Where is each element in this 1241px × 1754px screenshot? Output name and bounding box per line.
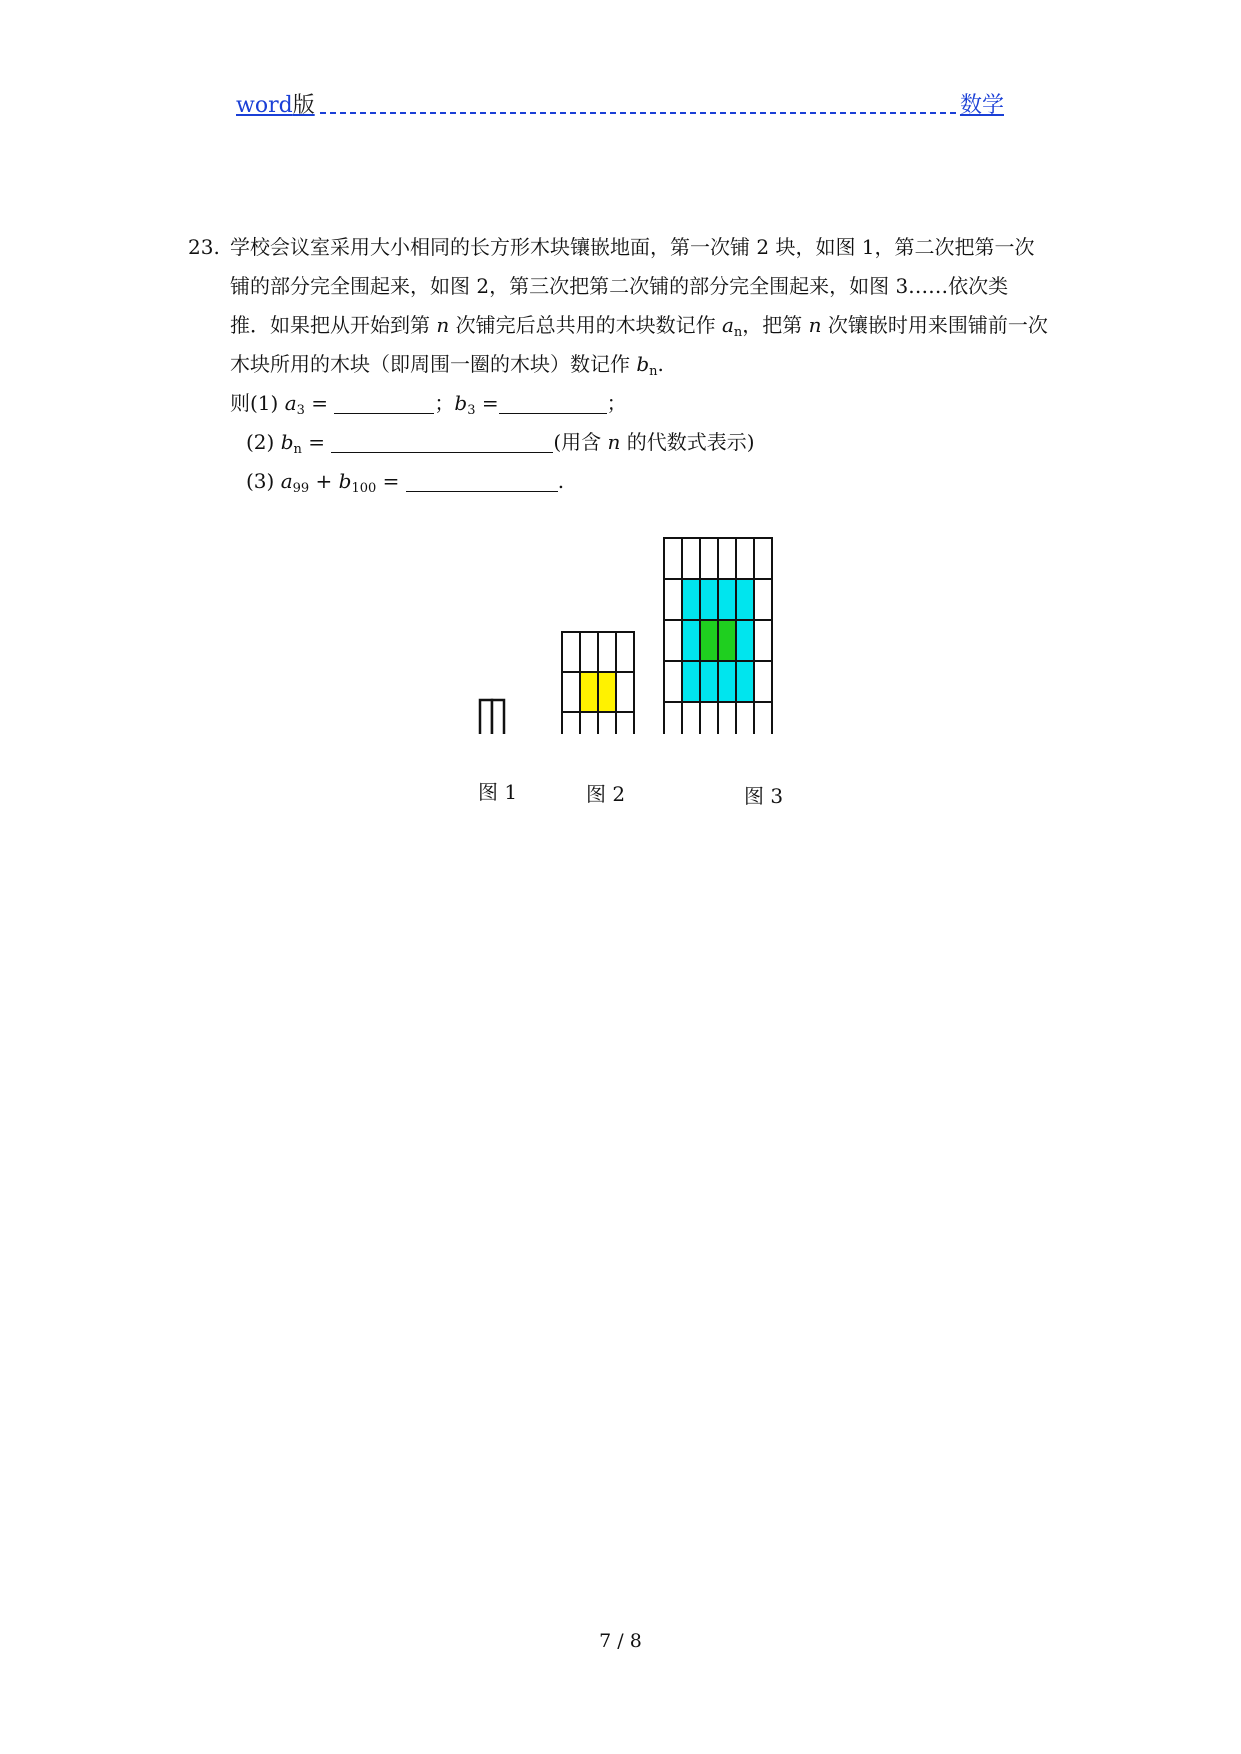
- tile: [664, 538, 682, 579]
- tile: [616, 712, 634, 734]
- part-2-prefix: (2): [246, 430, 275, 454]
- tile: [616, 632, 634, 672]
- question-line-2: 铺的部分完全围起来，如图 2，第三次把第二次铺的部分完全围起来，如图 3……依次类: [230, 274, 1009, 298]
- text-segment: 次铺完后总共用的木块数记作: [455, 313, 716, 337]
- header-right-label[interactable]: 数学: [959, 93, 1004, 118]
- tile: [700, 538, 718, 579]
- tile: [682, 538, 700, 579]
- var-n: n: [808, 313, 822, 337]
- tile: [598, 712, 616, 734]
- subscript: 3: [296, 403, 305, 418]
- tile: [736, 702, 754, 734]
- figure-3-caption: 图 3: [744, 784, 784, 808]
- part-1-prefix: 则(1): [230, 391, 279, 415]
- tile: [700, 579, 718, 620]
- text-segment: 推．如果把从开始到第: [230, 313, 430, 337]
- tile: [682, 579, 700, 620]
- var-n: n: [607, 430, 621, 454]
- question-number: 23.: [188, 235, 220, 259]
- subscript: n: [293, 442, 302, 457]
- subscript: n: [733, 325, 743, 340]
- var-a: a: [284, 391, 297, 415]
- tile: [480, 700, 492, 734]
- tile: [580, 632, 598, 672]
- var-a: a: [280, 469, 293, 493]
- var-b: b: [636, 352, 650, 376]
- answer-blank-a3[interactable]: [334, 391, 434, 414]
- separator: ；: [606, 391, 627, 415]
- figure-2-tiles: [562, 632, 634, 734]
- header-left-label[interactable]: [236, 88, 315, 119]
- equals-sign: =: [481, 391, 499, 415]
- separator: ；: [434, 391, 455, 415]
- subscript: 99: [292, 481, 310, 496]
- tile: [718, 661, 736, 702]
- tile: [682, 620, 700, 661]
- tile: [598, 672, 616, 712]
- plus-sign: +: [315, 469, 333, 493]
- tile: [580, 672, 598, 712]
- part-3-prefix: (3): [246, 469, 275, 493]
- subscript: 3: [467, 403, 476, 418]
- page-number: 7 / 8: [599, 1630, 642, 1652]
- page-header: [236, 88, 1004, 118]
- tile: [736, 579, 754, 620]
- tile: [754, 538, 772, 579]
- text-segment: 木块所用的木块（即周围一圈的木块）数记作: [230, 352, 630, 376]
- tile: [718, 702, 736, 734]
- tile: [718, 538, 736, 579]
- subscript: n: [649, 364, 658, 379]
- tile: [664, 661, 682, 702]
- period: .: [557, 469, 565, 493]
- figure-1-caption: 图 1: [478, 780, 518, 804]
- tile: [492, 700, 504, 734]
- equals-sign: =: [308, 430, 326, 454]
- equals-sign: =: [382, 469, 400, 493]
- text-segment: .: [657, 352, 664, 376]
- var-n: n: [436, 313, 450, 337]
- answer-blank-b3[interactable]: [499, 391, 607, 414]
- tile: [718, 620, 736, 661]
- tile: [736, 620, 754, 661]
- var-b: b: [280, 430, 294, 454]
- hint-text: 的代数式表示): [626, 430, 755, 454]
- header-divider: [320, 112, 956, 114]
- tiling-diagram: [470, 534, 850, 734]
- tile: [664, 702, 682, 734]
- tile: [736, 538, 754, 579]
- figure-1-tiles: [480, 700, 504, 734]
- tile: [682, 661, 700, 702]
- figure-3-tiles: [664, 538, 772, 734]
- tile: [754, 661, 772, 702]
- tile: [700, 620, 718, 661]
- tile: [562, 632, 580, 672]
- tile: [754, 620, 772, 661]
- var-b: b: [454, 391, 468, 415]
- tile: [754, 579, 772, 620]
- header-version: 版: [292, 93, 315, 118]
- tile: [664, 620, 682, 661]
- figure-2-caption: 图 2: [586, 782, 626, 806]
- tile: [598, 632, 616, 672]
- equals-sign: =: [311, 391, 329, 415]
- answer-blank-bn[interactable]: [331, 430, 553, 453]
- tile: [664, 579, 682, 620]
- tile: [736, 661, 754, 702]
- var-a: a: [721, 313, 734, 337]
- tile: [754, 702, 772, 734]
- part-3: [246, 462, 564, 508]
- question-line-1: 学校会议室采用大小相同的长方形木块镶嵌地面，第一次铺 2 块，如图 1，第二次把第一次: [230, 235, 1035, 259]
- tile: [616, 672, 634, 712]
- tile: [700, 661, 718, 702]
- answer-blank-sum[interactable]: [406, 469, 558, 492]
- hint-text: (用含: [553, 430, 602, 454]
- text-segment: ，把第: [742, 313, 803, 337]
- subscript: 100: [351, 481, 377, 496]
- header-word: word: [236, 93, 293, 118]
- tile: [562, 672, 580, 712]
- tiling-figures: [470, 534, 850, 808]
- tile: [562, 712, 580, 734]
- tile: [682, 702, 700, 734]
- tile: [700, 702, 718, 734]
- text-segment: 次镶嵌时用来围铺前一次: [827, 313, 1048, 337]
- tile: [580, 712, 598, 734]
- var-b: b: [338, 469, 352, 493]
- tile: [718, 579, 736, 620]
